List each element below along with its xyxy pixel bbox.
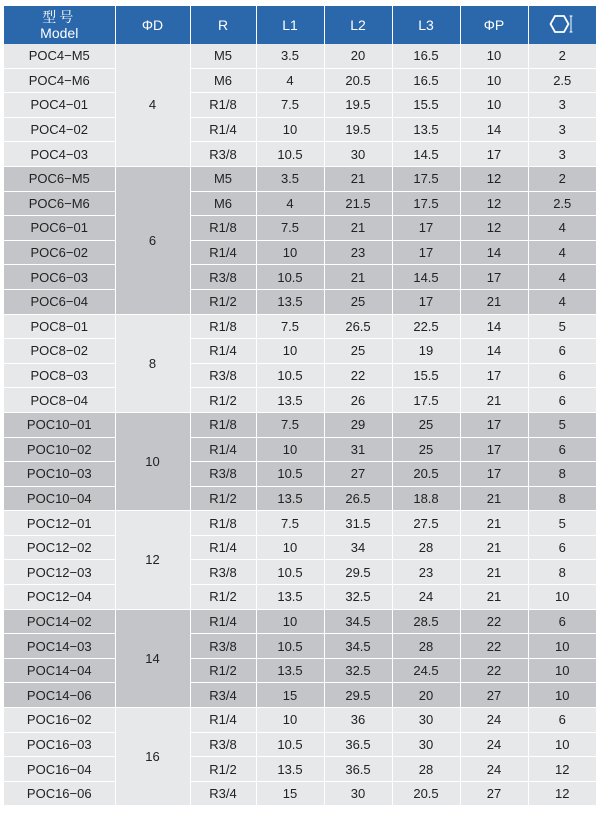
table-row: [4, 68, 596, 93]
cell-model: POC6−02: [4, 240, 115, 265]
cell-phi-p: 12: [460, 191, 528, 216]
spec-table: [4, 6, 596, 806]
cell-model: POC4−M5: [4, 44, 115, 68]
cell-r: R1/8: [190, 314, 256, 339]
table-row: [4, 535, 596, 560]
header-l2: L2: [324, 6, 392, 44]
cell-l3: 20: [392, 683, 460, 708]
cell-phi-p: 21: [460, 289, 528, 314]
cell-r: R1/8: [190, 93, 256, 118]
cell-phi-p: 21: [460, 388, 528, 413]
cell-phi-p: 17: [460, 265, 528, 290]
cell-phi-p: 22: [460, 658, 528, 683]
cell-l2: 29.5: [324, 560, 392, 585]
cell-model: POC6−03: [4, 265, 115, 290]
table-row: [4, 437, 596, 462]
hex-wrench-icon: [547, 13, 577, 35]
cell-model: POC10−01: [4, 412, 115, 437]
cell-model: POC4−02: [4, 117, 115, 142]
cell-l3: 17.5: [392, 166, 460, 191]
cell-l1: 7.5: [256, 314, 324, 339]
table-header: [4, 6, 596, 44]
cell-phi-p: 14: [460, 117, 528, 142]
cell-model: POC10−03: [4, 462, 115, 487]
cell-l1: 10.5: [256, 560, 324, 585]
cell-hex: 6: [528, 708, 596, 733]
cell-l1: 3.5: [256, 44, 324, 68]
table-row: [4, 560, 596, 585]
cell-l2: 32.5: [324, 658, 392, 683]
cell-phi-p: 12: [460, 216, 528, 241]
cell-phi-p: 10: [460, 93, 528, 118]
cell-r: R1/4: [190, 535, 256, 560]
cell-hex: 4: [528, 265, 596, 290]
table-row: [4, 757, 596, 782]
cell-phi-p: 21: [460, 535, 528, 560]
cell-phi-d: 14: [115, 609, 190, 707]
cell-model: POC12−02: [4, 535, 115, 560]
cell-phi-p: 14: [460, 314, 528, 339]
cell-hex: 3: [528, 142, 596, 167]
cell-hex: 2: [528, 44, 596, 68]
cell-r: R1/2: [190, 585, 256, 610]
cell-model: POC6−M6: [4, 191, 115, 216]
cell-r: M6: [190, 68, 256, 93]
table-row: [4, 44, 596, 68]
cell-l1: 7.5: [256, 216, 324, 241]
cell-l1: 10.5: [256, 142, 324, 167]
cell-phi-p: 21: [460, 511, 528, 536]
cell-l2: 30: [324, 781, 392, 806]
cell-l1: 10.5: [256, 732, 324, 757]
table-row: [4, 462, 596, 487]
cell-l2: 21: [324, 216, 392, 241]
cell-phi-p: 10: [460, 44, 528, 68]
cell-l3: 16.5: [392, 68, 460, 93]
cell-l1: 13.5: [256, 658, 324, 683]
cell-hex: 10: [528, 634, 596, 659]
cell-l1: 13.5: [256, 585, 324, 610]
cell-l1: 13.5: [256, 289, 324, 314]
cell-l1: 15: [256, 683, 324, 708]
spec-sheet: [4, 6, 596, 806]
cell-phi-p: 21: [460, 560, 528, 585]
cell-phi-d: 4: [115, 44, 190, 166]
cell-l3: 17.5: [392, 388, 460, 413]
table-row: [4, 216, 596, 241]
cell-l2: 30: [324, 142, 392, 167]
cell-l3: 17: [392, 240, 460, 265]
cell-l1: 3.5: [256, 166, 324, 191]
cell-model: POC12−01: [4, 511, 115, 536]
table-row: [4, 265, 596, 290]
cell-model: POC10−02: [4, 437, 115, 462]
cell-model: POC14−06: [4, 683, 115, 708]
cell-l3: 24: [392, 585, 460, 610]
table-row: [4, 708, 596, 733]
cell-l2: 26.5: [324, 314, 392, 339]
cell-l2: 19.5: [324, 117, 392, 142]
cell-l1: 4: [256, 191, 324, 216]
cell-model: POC8−01: [4, 314, 115, 339]
header-model-en: Model: [40, 25, 79, 41]
cell-r: R1/2: [190, 388, 256, 413]
cell-l3: 25: [392, 412, 460, 437]
table-row: [4, 388, 596, 413]
table-row: [4, 585, 596, 610]
cell-model: POC6−M5: [4, 166, 115, 191]
cell-hex: 10: [528, 585, 596, 610]
cell-l3: 28: [392, 634, 460, 659]
cell-model: POC4−M6: [4, 68, 115, 93]
cell-phi-p: 14: [460, 240, 528, 265]
cell-hex: 5: [528, 511, 596, 536]
cell-hex: 6: [528, 363, 596, 388]
cell-l2: 21.5: [324, 191, 392, 216]
cell-l1: 10: [256, 535, 324, 560]
cell-model: POC6−04: [4, 289, 115, 314]
cell-l3: 25: [392, 437, 460, 462]
cell-phi-p: 24: [460, 732, 528, 757]
header-l3: L3: [392, 6, 460, 44]
cell-model: POC16−04: [4, 757, 115, 782]
cell-model: POC8−03: [4, 363, 115, 388]
cell-l2: 34.5: [324, 634, 392, 659]
cell-l1: 7.5: [256, 93, 324, 118]
cell-model: POC10−04: [4, 486, 115, 511]
cell-phi-p: 22: [460, 609, 528, 634]
cell-hex: 4: [528, 216, 596, 241]
cell-r: R3/8: [190, 732, 256, 757]
cell-r: R3/8: [190, 462, 256, 487]
cell-hex: 6: [528, 388, 596, 413]
cell-hex: 5: [528, 412, 596, 437]
header-hex: [528, 6, 596, 44]
cell-l3: 27.5: [392, 511, 460, 536]
cell-r: R1/4: [190, 609, 256, 634]
cell-model: POC14−04: [4, 658, 115, 683]
cell-hex: 6: [528, 339, 596, 364]
cell-model: POC14−02: [4, 609, 115, 634]
cell-r: R3/8: [190, 265, 256, 290]
cell-l3: 23: [392, 560, 460, 585]
cell-l2: 21: [324, 265, 392, 290]
cell-phi-d: 6: [115, 166, 190, 314]
cell-r: M5: [190, 166, 256, 191]
cell-r: R3/8: [190, 560, 256, 585]
cell-r: M5: [190, 44, 256, 68]
cell-model: POC8−02: [4, 339, 115, 364]
cell-l2: 31: [324, 437, 392, 462]
table-row: [4, 240, 596, 265]
cell-phi-p: 21: [460, 486, 528, 511]
cell-r: R1/2: [190, 289, 256, 314]
cell-hex: 4: [528, 289, 596, 314]
cell-l2: 27: [324, 462, 392, 487]
cell-l3: 17: [392, 289, 460, 314]
table-row: [4, 117, 596, 142]
table-row: [4, 142, 596, 167]
cell-l3: 28.5: [392, 609, 460, 634]
cell-l2: 32.5: [324, 585, 392, 610]
cell-phi-p: 27: [460, 683, 528, 708]
cell-r: R3/4: [190, 781, 256, 806]
cell-phi-d: 8: [115, 314, 190, 412]
cell-l2: 29: [324, 412, 392, 437]
cell-l3: 17: [392, 216, 460, 241]
cell-l2: 36.5: [324, 732, 392, 757]
cell-l2: 36: [324, 708, 392, 733]
cell-phi-p: 22: [460, 634, 528, 659]
cell-hex: 8: [528, 560, 596, 585]
cell-hex: 5: [528, 314, 596, 339]
cell-hex: 2: [528, 166, 596, 191]
cell-l1: 10: [256, 339, 324, 364]
cell-phi-p: 17: [460, 363, 528, 388]
cell-l3: 20.5: [392, 781, 460, 806]
cell-hex: 2.5: [528, 191, 596, 216]
header-model-cn: 型号: [42, 9, 77, 25]
cell-hex: 6: [528, 535, 596, 560]
cell-l1: 10: [256, 609, 324, 634]
table-body: [4, 44, 596, 806]
cell-l1: 10.5: [256, 265, 324, 290]
cell-hex: 3: [528, 93, 596, 118]
cell-hex: 10: [528, 658, 596, 683]
cell-l3: 30: [392, 708, 460, 733]
cell-hex: 3: [528, 117, 596, 142]
cell-l2: 20.5: [324, 68, 392, 93]
cell-model: POC12−04: [4, 585, 115, 610]
cell-hex: 12: [528, 781, 596, 806]
cell-r: R1/2: [190, 757, 256, 782]
cell-hex: 12: [528, 757, 596, 782]
table-row: [4, 412, 596, 437]
cell-l2: 26: [324, 388, 392, 413]
table-row: [4, 363, 596, 388]
cell-l3: 15.5: [392, 93, 460, 118]
table-row: [4, 732, 596, 757]
cell-model: POC16−06: [4, 781, 115, 806]
cell-phi-p: 27: [460, 781, 528, 806]
table-row: [4, 191, 596, 216]
cell-l3: 24.5: [392, 658, 460, 683]
cell-phi-p: 24: [460, 708, 528, 733]
cell-l1: 10: [256, 437, 324, 462]
table-row: [4, 658, 596, 683]
cell-l2: 21: [324, 166, 392, 191]
cell-hex: 6: [528, 437, 596, 462]
cell-l2: 34: [324, 535, 392, 560]
cell-phi-d: 12: [115, 511, 190, 609]
table-row: [4, 511, 596, 536]
cell-phi-p: 17: [460, 437, 528, 462]
cell-r: R1/2: [190, 658, 256, 683]
cell-l3: 28: [392, 757, 460, 782]
cell-hex: 2.5: [528, 68, 596, 93]
cell-model: POC16−03: [4, 732, 115, 757]
header-l1: L1: [256, 6, 324, 44]
cell-hex: 8: [528, 462, 596, 487]
table-row: [4, 634, 596, 659]
header-phi-p: ΦP: [460, 6, 528, 44]
cell-hex: 10: [528, 732, 596, 757]
cell-hex: 10: [528, 683, 596, 708]
cell-model: POC14−03: [4, 634, 115, 659]
cell-model: POC6−01: [4, 216, 115, 241]
cell-r: R3/8: [190, 363, 256, 388]
cell-phi-d: 16: [115, 708, 190, 806]
cell-l2: 19.5: [324, 93, 392, 118]
cell-l2: 29.5: [324, 683, 392, 708]
table-row: [4, 683, 596, 708]
cell-r: R1/8: [190, 412, 256, 437]
cell-phi-d: 10: [115, 412, 190, 510]
cell-l3: 14.5: [392, 142, 460, 167]
table-row: [4, 486, 596, 511]
cell-phi-p: 24: [460, 757, 528, 782]
table-row: [4, 314, 596, 339]
cell-l1: 13.5: [256, 486, 324, 511]
cell-r: R1/4: [190, 240, 256, 265]
table-row: [4, 166, 596, 191]
cell-model: POC4−03: [4, 142, 115, 167]
cell-l1: 4: [256, 68, 324, 93]
cell-r: R1/4: [190, 708, 256, 733]
cell-phi-p: 10: [460, 68, 528, 93]
cell-l2: 25: [324, 289, 392, 314]
cell-l1: 10: [256, 117, 324, 142]
header-phi-d: ΦD: [115, 6, 190, 44]
table-row: [4, 609, 596, 634]
cell-r: R3/8: [190, 142, 256, 167]
header-model: [4, 6, 115, 44]
cell-l3: 20.5: [392, 462, 460, 487]
cell-l3: 14.5: [392, 265, 460, 290]
cell-l1: 13.5: [256, 388, 324, 413]
table-row: [4, 781, 596, 806]
cell-r: R1/4: [190, 437, 256, 462]
cell-l3: 13.5: [392, 117, 460, 142]
cell-l1: 7.5: [256, 511, 324, 536]
cell-l2: 31.5: [324, 511, 392, 536]
cell-l2: 23: [324, 240, 392, 265]
cell-hex: 8: [528, 486, 596, 511]
cell-l1: 10.5: [256, 462, 324, 487]
cell-l3: 30: [392, 732, 460, 757]
header-r: R: [190, 6, 256, 44]
cell-phi-p: 14: [460, 339, 528, 364]
cell-l3: 22.5: [392, 314, 460, 339]
cell-l3: 15.5: [392, 363, 460, 388]
cell-phi-p: 17: [460, 462, 528, 487]
table-row: [4, 339, 596, 364]
table-row: [4, 93, 596, 118]
table-row: [4, 289, 596, 314]
cell-r: R1/8: [190, 511, 256, 536]
cell-l3: 28: [392, 535, 460, 560]
cell-phi-p: 21: [460, 585, 528, 610]
cell-r: M6: [190, 191, 256, 216]
cell-hex: 6: [528, 609, 596, 634]
cell-l3: 19: [392, 339, 460, 364]
cell-l1: 7.5: [256, 412, 324, 437]
cell-model: POC4−01: [4, 93, 115, 118]
cell-l1: 10.5: [256, 363, 324, 388]
cell-l3: 16.5: [392, 44, 460, 68]
cell-model: POC16−02: [4, 708, 115, 733]
cell-l1: 10: [256, 708, 324, 733]
cell-phi-p: 17: [460, 412, 528, 437]
cell-l1: 10: [256, 240, 324, 265]
cell-l2: 25: [324, 339, 392, 364]
cell-l3: 18.8: [392, 486, 460, 511]
cell-phi-p: 17: [460, 142, 528, 167]
cell-l2: 34.5: [324, 609, 392, 634]
cell-l1: 15: [256, 781, 324, 806]
cell-r: R1/4: [190, 117, 256, 142]
cell-r: R1/4: [190, 339, 256, 364]
cell-r: R1/2: [190, 486, 256, 511]
cell-l2: 20: [324, 44, 392, 68]
cell-l3: 17.5: [392, 191, 460, 216]
cell-r: R3/8: [190, 634, 256, 659]
cell-l2: 22: [324, 363, 392, 388]
cell-l1: 10.5: [256, 634, 324, 659]
cell-model: POC8−04: [4, 388, 115, 413]
cell-hex: 4: [528, 240, 596, 265]
cell-model: POC12−03: [4, 560, 115, 585]
cell-l2: 36.5: [324, 757, 392, 782]
cell-l1: 13.5: [256, 757, 324, 782]
cell-phi-p: 12: [460, 166, 528, 191]
cell-r: R1/8: [190, 216, 256, 241]
cell-r: R3/4: [190, 683, 256, 708]
cell-l2: 26.5: [324, 486, 392, 511]
